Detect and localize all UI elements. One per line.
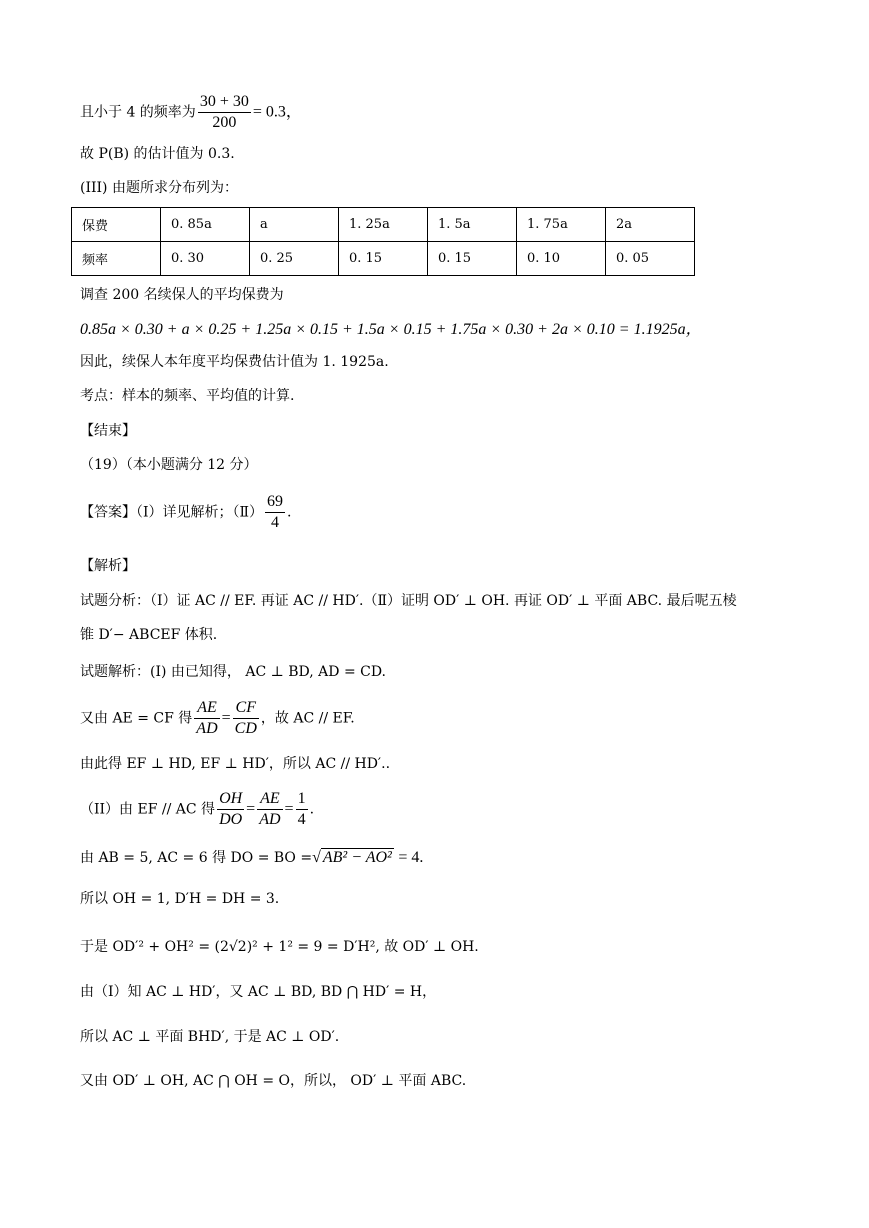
distribution-table — [71, 207, 695, 276]
denominator: 200 — [212, 114, 237, 131]
line-estimate-conclusion: 因此，续保人本年度平均保费估计值为 1. 1925a. — [80, 354, 389, 370]
sqrt-radicand: AB² − AO² — [322, 849, 392, 866]
text: = 4. — [398, 849, 424, 866]
text: = 0.3， — [252, 103, 302, 121]
denominator: 4 — [297, 811, 306, 828]
text: . — [287, 504, 292, 521]
text: 【答案】（Ⅰ）详见解析；（Ⅱ） — [80, 504, 264, 521]
line-ratio-equality — [80, 698, 355, 739]
line-ac-perp-plane: 所以 AC ⊥ 平面 BHD′, 于是 AC ⊥ OD′. — [80, 1029, 340, 1045]
line-end-marker: 【结束】 — [80, 423, 136, 439]
fraction — [217, 789, 244, 830]
line-part3-heading: (III) 由题所求分布列为： — [80, 180, 238, 196]
line-average-formula: 0.85a × 0.30 + a × 0.25 + 1.25a × 0.15 + 1.5a × 0.15 + 1.75a × 0.30 + 2a × 0.10 = 1.1925a， — [80, 321, 702, 338]
fraction — [233, 698, 259, 739]
fraction — [257, 789, 282, 830]
line-survey-average: 调查 200 名续保人的平均保费为 — [80, 287, 284, 303]
denominator: DO — [219, 811, 243, 828]
fraction — [198, 92, 251, 133]
table-cell: 0. 30 — [161, 242, 250, 276]
line-od-perp-plane: 又由 OD′ ⊥ OH, AC ⋂ OH = O，所以， OD′ ⊥ 平面 ABC. — [80, 1073, 467, 1089]
line-analysis-outline: 试题分析：（Ⅰ）证 AC // EF. 再证 AC // HD′.（Ⅱ）证明 OD′ ⊥ OH. 再证 OD′ ⊥ 平面 ABC. 最后呢五棱 — [80, 593, 737, 609]
text: = — [221, 709, 231, 727]
fraction — [296, 789, 308, 830]
text: = — [284, 800, 294, 818]
sqrt-sign: √ — [312, 849, 321, 866]
fraction — [265, 492, 285, 533]
table-cell: 0. 10 — [517, 242, 606, 276]
table-cell: 频率 — [72, 242, 161, 276]
denominator: AD — [259, 811, 281, 828]
line-pb-estimate: 故 P(B) 的估计值为 0.3. — [80, 146, 235, 162]
table-cell: a — [250, 208, 339, 242]
line-do-bo-length — [80, 848, 423, 867]
fraction — [194, 698, 219, 739]
line-answer — [80, 492, 292, 533]
table-cell: 1. 25a — [339, 208, 428, 242]
table-cell: 1. 5a — [428, 208, 517, 242]
table-cell: 0. 05 — [606, 242, 695, 276]
numerator: AE — [194, 698, 219, 719]
line-solution-step1: 试题解析：(I) 由已知得， AC ⊥ BD, AD = CD. — [80, 664, 387, 680]
table-cell: 保费 — [72, 208, 161, 242]
denominator: 4 — [271, 514, 280, 531]
text: 由 AB = 5, AC = 6 得 DO = BO = — [80, 850, 313, 866]
line-oh-dh-values: 所以 OH = 1, D′H = DH = 3. — [80, 891, 280, 907]
text: = — [246, 800, 256, 818]
text: 又由 AE = CF 得 — [80, 710, 193, 727]
numerator: 30 + 30 — [198, 92, 251, 113]
table-cell: 2a — [606, 208, 695, 242]
numerator: 1 — [296, 789, 308, 810]
table-cell: 0. 15 — [339, 242, 428, 276]
table-row — [72, 208, 695, 242]
table-cell: 0. 25 — [250, 242, 339, 276]
line-pythagorean-check: 于是 OD′² + OH² = (2√2)² + 1² = 9 = D′H², 故 OD′ ⊥ OH. — [80, 939, 479, 955]
table-cell: 0. 15 — [428, 242, 517, 276]
table-cell: 0. 85a — [161, 208, 250, 242]
denominator: CD — [234, 720, 257, 737]
line-freq-less-than-4 — [80, 92, 302, 133]
line-perpendicular-step: 由（I）知 AC ⊥ HD′，又 AC ⊥ BD, BD ⋂ HD′ = H， — [80, 984, 437, 1000]
numerator: AE — [257, 789, 282, 810]
line-problem-19-heading: （19）（本小题满分 12 分） — [80, 457, 258, 473]
numerator: OH — [217, 789, 244, 810]
text: 且小于 4 的频率为 — [80, 104, 196, 121]
table-cell: 1. 75a — [517, 208, 606, 242]
denominator: AD — [196, 720, 218, 737]
line-analysis-outline-cont: 锥 D′− ABCEF 体积. — [80, 627, 218, 643]
table-row — [72, 242, 695, 276]
numerator: 69 — [265, 492, 285, 513]
numerator: CF — [233, 698, 259, 719]
line-part2-ratio — [80, 789, 314, 830]
text: ，故 AC // EF. — [260, 710, 355, 727]
text: . — [309, 801, 315, 818]
text: （II）由 EF // AC 得 — [80, 801, 216, 818]
line-analysis-heading: 【解析】 — [80, 558, 136, 574]
line-key-point: 考点：样本的频率、平均值的计算. — [80, 388, 295, 404]
line-parallel-conclusion: 由此得 EF ⊥ HD, EF ⊥ HD′，所以 AC // HD′.. — [80, 756, 391, 772]
